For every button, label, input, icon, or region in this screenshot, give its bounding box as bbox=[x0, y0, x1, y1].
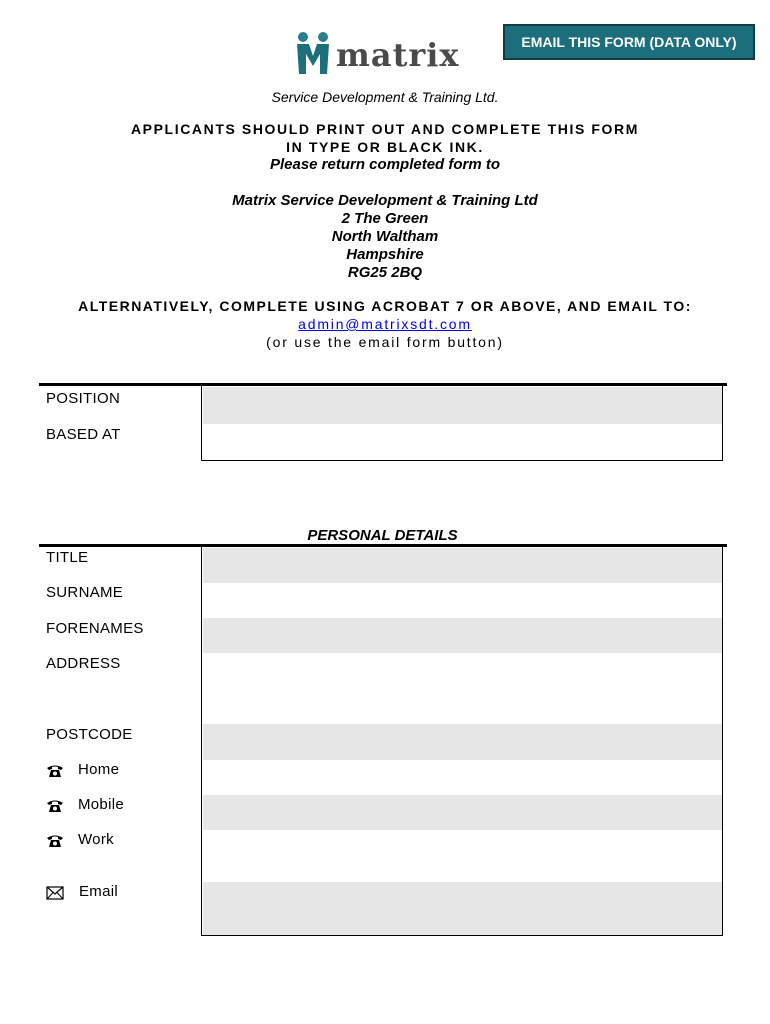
personal-field-bottom-border bbox=[201, 935, 723, 936]
surname-field[interactable] bbox=[203, 583, 722, 618]
instruction-line-3: Please return completed form to bbox=[269, 156, 501, 173]
position-field[interactable] bbox=[203, 387, 722, 424]
logo-figures-icon bbox=[297, 32, 329, 74]
postcode-label: POSTCODE bbox=[46, 726, 133, 743]
email-link[interactable]: admin@matrixsdt.com bbox=[298, 316, 472, 332]
mobile-label: Mobile bbox=[78, 796, 124, 813]
personal-field-right-border bbox=[722, 547, 723, 936]
company-subtitle: Service Development & Training Ltd. bbox=[271, 89, 499, 105]
address-line-4: Hampshire bbox=[346, 246, 424, 263]
personal-top-rule bbox=[39, 544, 727, 547]
instruction-line-2: IN TYPE OR BLACK INK. bbox=[286, 139, 484, 155]
address-line-2: 2 The Green bbox=[341, 210, 429, 227]
surname-label: SURNAME bbox=[46, 584, 124, 601]
address-line-1: Matrix Service Development & Training Ltd bbox=[232, 192, 538, 209]
alternative-note: (or use the email form button) bbox=[266, 334, 504, 350]
address-line-3: North Waltham bbox=[331, 228, 439, 245]
mobile-phone-field[interactable] bbox=[203, 795, 722, 830]
field-right-border bbox=[722, 386, 723, 461]
forenames-field[interactable] bbox=[203, 618, 722, 653]
home-label: Home bbox=[78, 761, 120, 778]
work-phone-field[interactable] bbox=[203, 830, 722, 882]
personal-details-heading: PERSONAL DETAILS bbox=[307, 527, 458, 544]
telephone-icon bbox=[46, 764, 64, 778]
position-label: POSITION bbox=[46, 390, 121, 407]
email-form-button[interactable]: EMAIL THIS FORM (DATA ONLY) bbox=[503, 24, 755, 60]
based-at-field[interactable] bbox=[203, 425, 722, 460]
alternative-instruction: ALTERNATIVELY, COMPLETE USING ACROBAT 7 OR ABOVE, AND EMAIL TO: bbox=[78, 298, 692, 314]
personal-field-left-border bbox=[201, 547, 202, 936]
field-left-border bbox=[201, 386, 202, 461]
based-at-label: BASED AT bbox=[46, 426, 121, 443]
address-label: ADDRESS bbox=[46, 655, 121, 672]
email-label: Email bbox=[79, 883, 119, 900]
telephone-icon bbox=[46, 834, 64, 848]
telephone-icon bbox=[46, 799, 64, 813]
title-label: TITLE bbox=[46, 549, 89, 566]
home-phone-field[interactable] bbox=[203, 760, 722, 795]
email-field[interactable] bbox=[203, 882, 722, 935]
section-top-rule bbox=[39, 383, 727, 386]
title-field[interactable] bbox=[203, 548, 722, 583]
address-field[interactable] bbox=[203, 653, 722, 724]
envelope-icon bbox=[46, 886, 64, 900]
field-bottom-border bbox=[201, 460, 723, 461]
logo-wordmark: matrix bbox=[336, 36, 460, 74]
postcode-field[interactable] bbox=[203, 724, 722, 760]
forenames-label: FORENAMES bbox=[46, 620, 144, 637]
work-label: Work bbox=[78, 831, 114, 848]
address-line-5: RG25 2BQ bbox=[347, 264, 423, 281]
instruction-line-1: APPLICANTS SHOULD PRINT OUT AND COMPLETE THIS FORM bbox=[130, 121, 640, 137]
